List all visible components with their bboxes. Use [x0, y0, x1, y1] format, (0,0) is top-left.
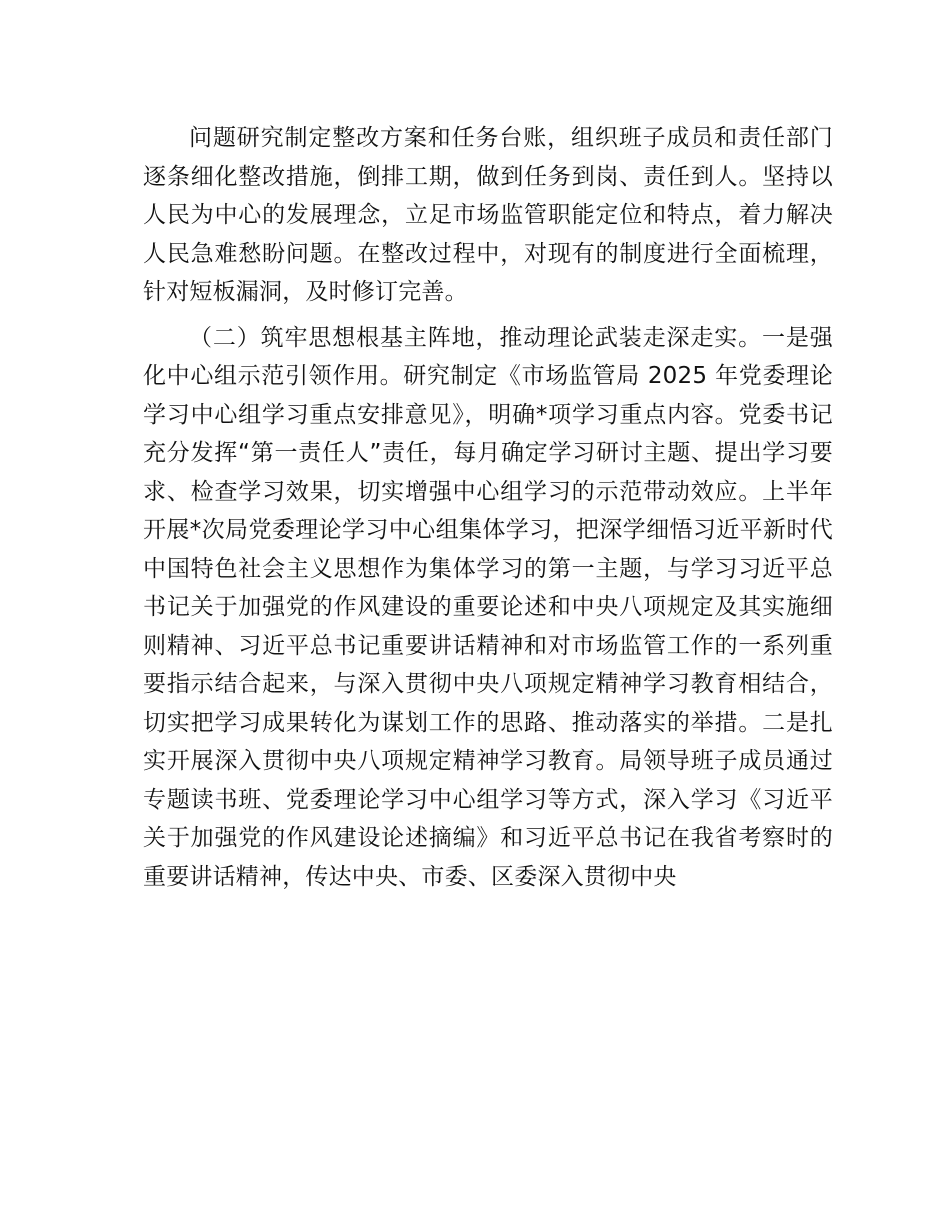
- paragraph-rectification: 问题研究制定整改方案和任务台账，组织班子成员和责任部门逐条细化整改措施，倒排工期，做到任务到岗、责任到人。坚持以人民为中心的发展理念，立足市场监管职能定位和特点，着力解决人民急难愁盼问题。在整改过程中，对现有的制度进行全面梳理，针对短板漏洞，及时修订完善。: [143, 125, 833, 305]
- document-body: [143, 119, 833, 903]
- paragraph-theory-study: （二）筑牢思想根基主阵地，推动理论武装走深走实。一是强化中心组示范引领作用。研究制定《市场监管局 2025 年党委理论学习中心组学习重点安排意见》，明确*项学习重点内容。党委书记充分发挥“第一责任人”责任，每月确定学习研讨主题、提出学习要求、检查学习效果，切实增强中心组学习的示范带动效应。上半年开展*次局党委理论学习中心组集体学习，把深学细悟习近平新时代中国特色社会主义思想作为集体学习的第一主题，与学习习近平总书记关于加强党的作风建设的重要论述和中央八项规定及其实施细则精神、习近平总书记重要讲话精神和对市场监管工作的一系列重要指示结合起来，与深入贯彻中央八项规定精神学习教育相结合，切实把学习成果转化为谋划工作的思路、推动落实的举措。二是扎实开展深入贯彻中央八项规定精神学习教育。局领导班子成员通过专题读书班、党委理论学习中心组学习等方式，深入学习《习近平关于加强党的作风建设论述摘编》和习近平总书记在我省考察时的重要讲话精神，传达中央、市委、区委深入贯彻中央: [143, 324, 833, 890]
